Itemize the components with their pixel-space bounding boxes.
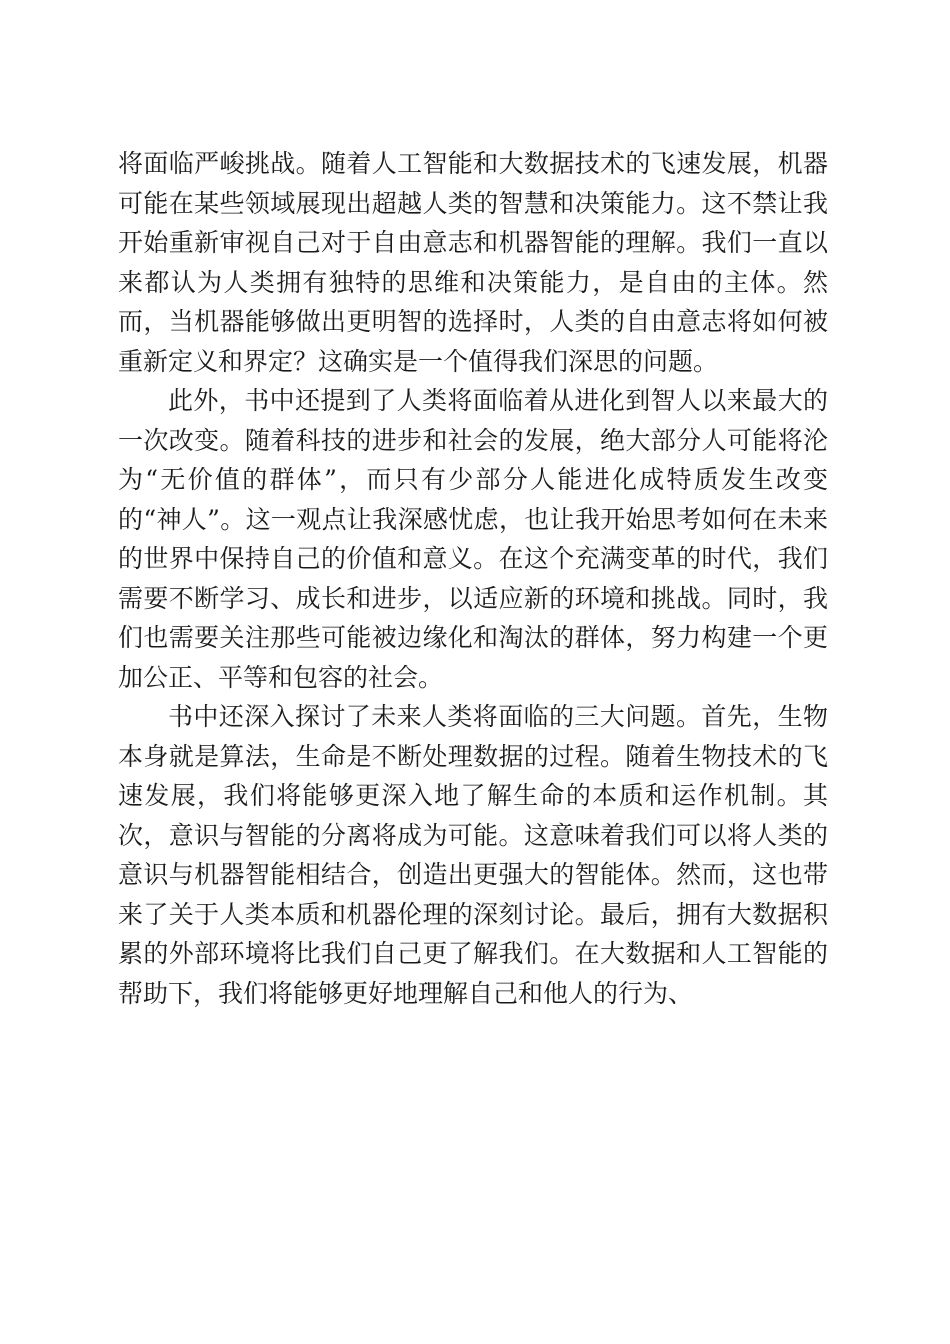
document-body	[118, 144, 828, 1013]
paragraph-3: 书中还深入探讨了未来人类将面临的三大问题。首先，生物本身就是算法，生命是不断处理数据的过程。随着生物技术的飞速发展，我们将能够更深入地了解生命的本质和运作机制。其次，意识与智能的分离将成为可能。这意味着我们可以将人类的意识与机器智能相结合，创造出更强大的智能体。然而，这也带来了关于人类本质和机器伦理的深刻讨论。最后，拥有大数据积累的外部环境将比我们自己更了解我们。在大数据和人工智能的帮助下，我们将能够更好地理解自己和他人的行为、	[118, 702, 828, 1008]
paragraph-2: 此外，书中还提到了人类将面临着从进化到智人以来最大的一次改变。随着科技的进步和社会的发展，绝大部分人可能将沦为“无价值的群体”，而只有少部分人能进化成特质发生改变的“神人”。这一观点让我深感忧虑，也让我开始思考如何在未来的世界中保持自己的价值和意义。在这个充满变革的时代，我们需要不断学习、成长和进步，以适应新的环境和挑战。同时，我们也需要关注那些可能被边缘化和淘汰的群体，努力构建一个更加公正、平等和包容的社会。	[118, 386, 828, 692]
paragraph-1: 将面临严峻挑战。随着人工智能和大数据技术的飞速发展，机器可能在某些领域展现出超越人类的智慧和决策能力。这不禁让我开始重新审视自己对于自由意志和机器智能的理解。我们一直以来都认为人类拥有独特的思维和决策能力，是自由的主体。然而，当机器能够做出更明智的选择时，人类的自由意志将如何被重新定义和界定？这确实是一个值得我们深思的问题。	[118, 149, 828, 376]
